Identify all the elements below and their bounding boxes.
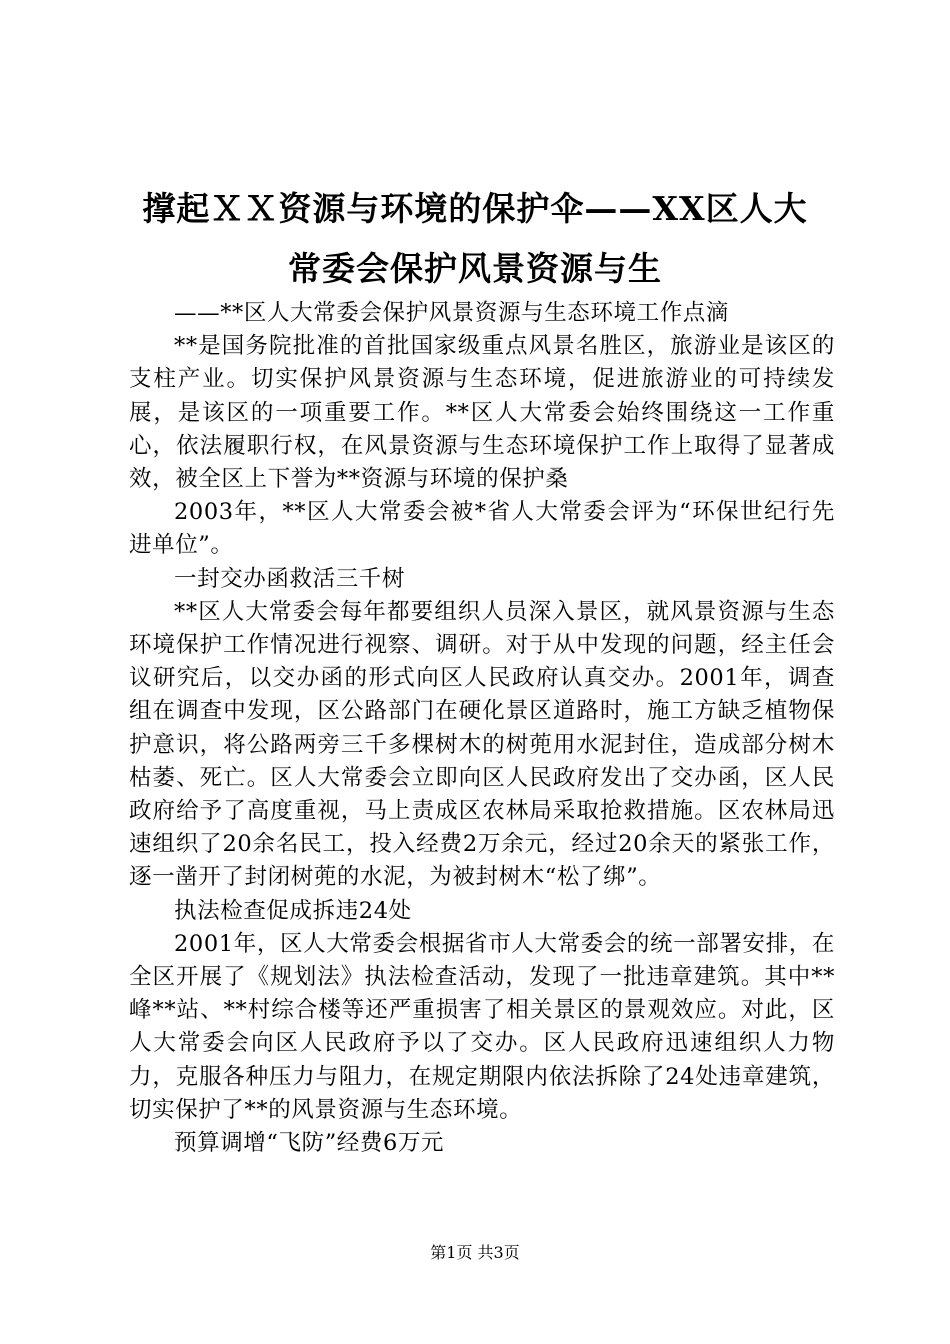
document-body bbox=[129, 297, 835, 1160]
section-heading: 执法检查促成拆违24处 bbox=[174, 897, 412, 924]
section-heading: 一封交办函救活三千树 bbox=[174, 565, 406, 592]
body-paragraph: 2003年，**区人大常委会被*省人大常委会评为“环保世纪行先进单位”。 bbox=[129, 499, 835, 559]
document-title-line-1: 撑起ＸＸ资源与环境的保护伞——XX区人大 bbox=[142, 189, 808, 228]
document-title-line-2: 常委会保护风景资源与生 bbox=[288, 249, 662, 288]
body-paragraph: **是国务院批准的首批国家级重点风景名胜区，旅游业是该区的支柱产业。切实保护风景资源与生态环境，促进旅游业的可持续发展，是该区的一项重要工作。**区人大常委会始终围绕这一工作重心，依法履职行权，在风景资源与生态环境保护工作上取得了显著成效，被全区上下誉为**资源与环境的保护桑 bbox=[129, 333, 835, 493]
subtitle-paragraph: ——**区人大常委会保护风景资源与生态环境工作点滴 bbox=[174, 300, 730, 326]
section-heading: 预算调增“飞防”经费6万元 bbox=[174, 1130, 445, 1157]
page-footer: 第1页 共3页 bbox=[430, 1243, 520, 1262]
body-paragraph: **区人大常委会每年都要组织人员深入景区，就风景资源与生态环境保护工作情况进行视察、调研。对于从中发现的问题，经主任会议研究后，以交办函的形式向区人民政府认真交办。2001年，调查组在调查中发现，区公路部门在硬化景区道路时，施工方缺乏植物保护意识，将公路两旁三千多棵树木的树蔸用水泥封住，造成部分树木枯萎、死亡。区人大常委会立即向区人民政府发出了交办函，区人民政府给予了高度重视，马上责成区农林局采取抢救措施。区农林局迅速组织了20余名民工，投入经费2万余元，经过20余天的紧张工作，逐一凿开了封闭树蔸的水泥，为被封树木“松了绑”。 bbox=[129, 598, 835, 891]
body-paragraph: 2001年，区人大常委会根据省市人大常委会的统一部署安排，在全区开展了《规划法》执法检查活动，发现了一批违章建筑。其中**峰**站、**村综合楼等还严重损害了相关景区的景观效应。对此，区人大常委会向区人民政府予以了交办。区人民政府迅速组织人力物力，克服各种压力与阻力，在规定期限内依法拆除了24处违章建筑，切实保护了**的风景资源与生态环境。 bbox=[129, 930, 835, 1123]
